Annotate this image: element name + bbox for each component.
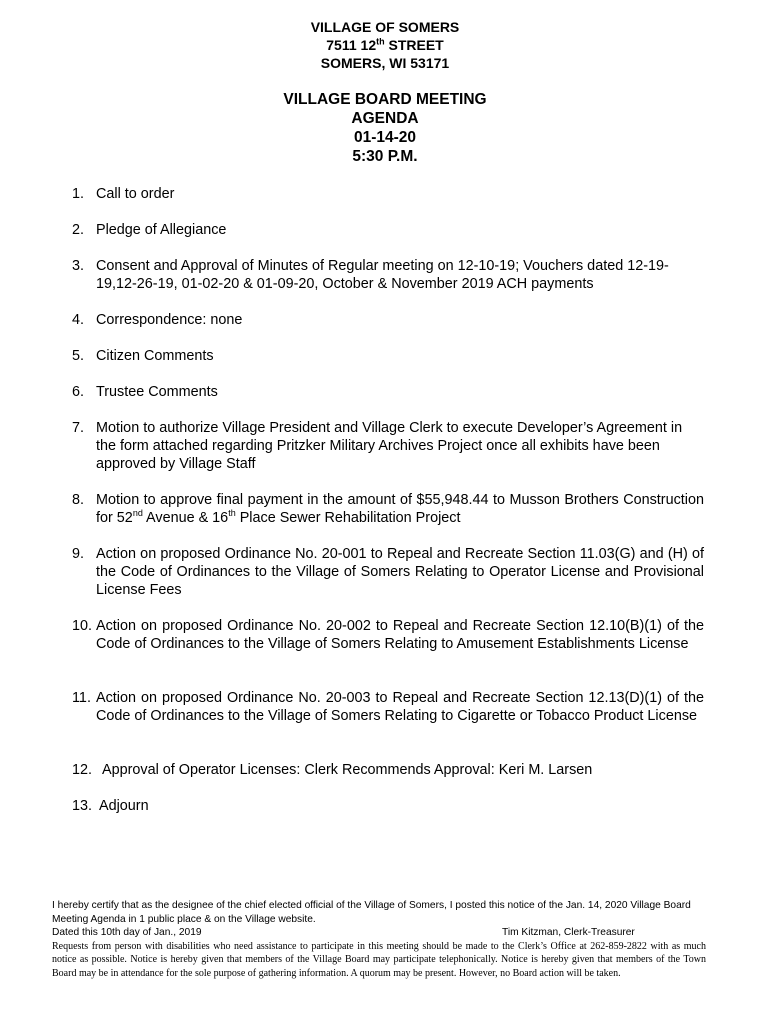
agenda-item: 5. Citizen Comments xyxy=(72,348,214,364)
meeting-date: 01-14-20 xyxy=(353,129,417,146)
agenda-item: 12. Approval of Operator Licenses: Clerk Recommends Approval: Keri M. Larsen xyxy=(72,762,593,778)
agenda-item: 11. Action on proposed Ordinance No. 20-003 to Repeal and Recreate Section 12.13(D)(1) of the Code of Ordinances to the Village of Somers Relating to Cigarette or Tobacco Product License xyxy=(72,690,704,724)
accessibility-notice: Requests from person with disabilities who need assistance to participate in this meeting should be made to the Clerk’s Office at 262-859-2822 with as much notice as possible. Notice is hereby given that members of the Village Board may participate telephonically. Notice is hereby given that members of the Town Board may be in attendance for the sole purpose of gathering information. A quorum may be present. However, no Board action will be taken. xyxy=(52,940,706,979)
agenda-item: 8. Motion to approve final payment in the amount of $55,948.44 to Musson Brothers Construction for 52nd Avenue & 16th Place Sewer Rehabilitation Project xyxy=(72,492,704,526)
address-block xyxy=(0,18,770,72)
posting-certification: I hereby certify that as the designee of the chief elected official of the Village of Somers, I posted this notice of the Jan. 14, 2020 Village Board Meeting Agenda in 1 public place & on the Village website. xyxy=(52,900,691,925)
dated-text: Dated this 10th day of Jan., 2019 xyxy=(52,927,202,938)
agenda-item: 2. Pledge of Allegiance xyxy=(72,222,227,238)
agenda-item: 6. Trustee Comments xyxy=(72,384,218,400)
agenda-heading: AGENDA xyxy=(351,110,419,127)
agenda-item: 7. Motion to authorize Village President and Village Clerk to execute Developer’s Agreement in the form attached regarding Pritzker Military Archives Project once all exhibits have been approved by Village Staff xyxy=(72,420,683,472)
street-address: 7511 12th STREET xyxy=(326,36,444,53)
city-state-zip: SOMERS, WI 53171 xyxy=(320,55,450,71)
meeting-title: VILLAGE BOARD MEETING xyxy=(283,91,487,108)
dated-line xyxy=(52,926,706,940)
agenda-item: 3. Consent and Approval of Minutes of Regular meeting on 12-10-19; Vouchers dated 12-19-19,12-26-19, 01-02-20 & 01-09-20, October & November 2019 ACH payments xyxy=(72,258,669,292)
notice-footer xyxy=(52,899,706,980)
village-name: VILLAGE OF SOMERS xyxy=(310,19,460,35)
meeting-time: 5:30 P.M. xyxy=(352,148,418,165)
meeting-title-block xyxy=(0,90,770,166)
clerk-signature: Tim Kitzman, Clerk-Treasurer xyxy=(502,927,635,938)
agenda-item: 1. Call to order xyxy=(72,186,175,202)
agenda-item: 13. Adjourn xyxy=(72,798,149,814)
agenda-item: 10. Action on proposed Ordinance No. 20-002 to Repeal and Recreate Section 12.10(B)(1) of the Code of Ordinances to the Village of Somers Relating to Amusement Establishments License xyxy=(72,618,704,652)
agenda-item: 9. Action on proposed Ordinance No. 20-001 to Repeal and Recreate Section 11.03(G) and (H) of the Code of Ordinances to the Village of Somers Relating to Operator License and Provisional License Fees xyxy=(72,546,704,598)
agenda-item: 4. Correspondence: none xyxy=(72,312,243,328)
